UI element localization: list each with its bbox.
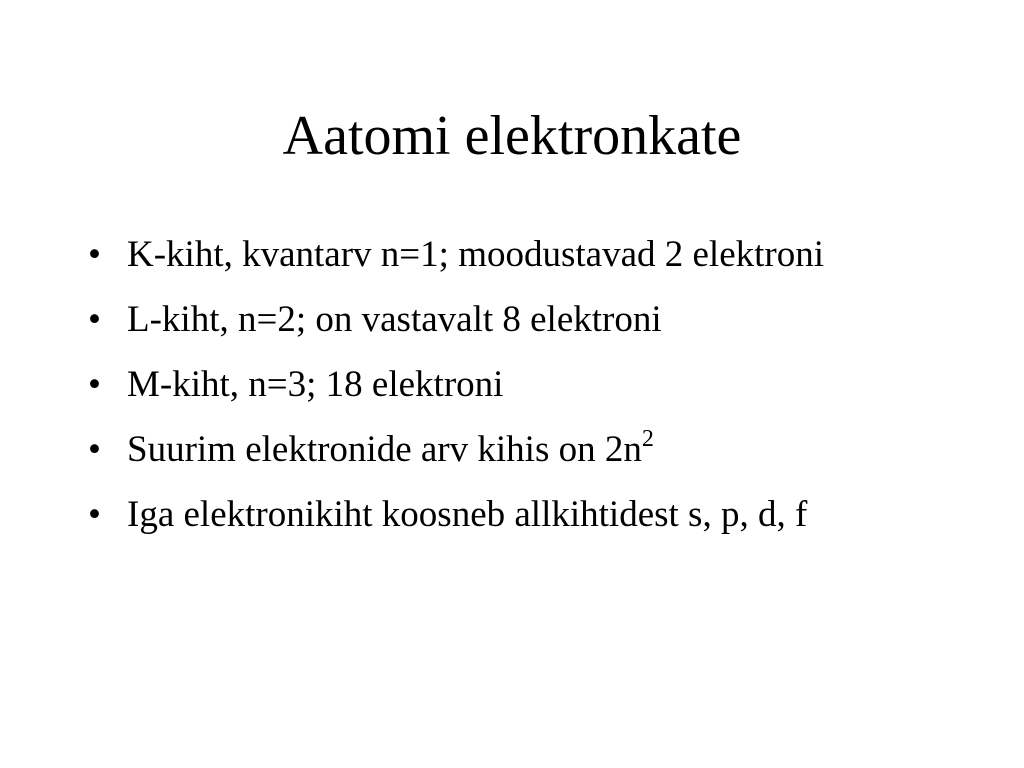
bullet-text: Iga elektronikiht koosneb allkihtidest s, p, d, f: [127, 494, 808, 535]
slide-title: Aatomi elektronkate: [282, 105, 742, 167]
bullet-marker: •: [88, 364, 101, 405]
bullet-marker: •: [88, 299, 101, 340]
bullet-list: [86, 232, 966, 557]
bullet-text: M-kiht, n=3; 18 elektroni: [127, 364, 504, 405]
bullet-text: Suurim elektronide arv kihis on 2n: [127, 429, 642, 470]
bullet-marker: •: [88, 494, 101, 535]
bullet-marker: •: [88, 429, 101, 470]
superscript-exponent: 2: [641, 426, 654, 452]
bullet-text: L-kiht, n=2; on vastavalt 8 elektroni: [127, 299, 662, 340]
bullet-text: K-kiht, kvantarv n=1; moodustavad 2 elektroni: [127, 234, 825, 275]
bullet-item: [86, 492, 966, 538]
bullet-marker: •: [88, 234, 101, 275]
bullet-item: [86, 297, 966, 343]
bullet-item: [86, 362, 966, 408]
bullet-item: [86, 232, 966, 278]
bullet-item: [86, 427, 966, 473]
